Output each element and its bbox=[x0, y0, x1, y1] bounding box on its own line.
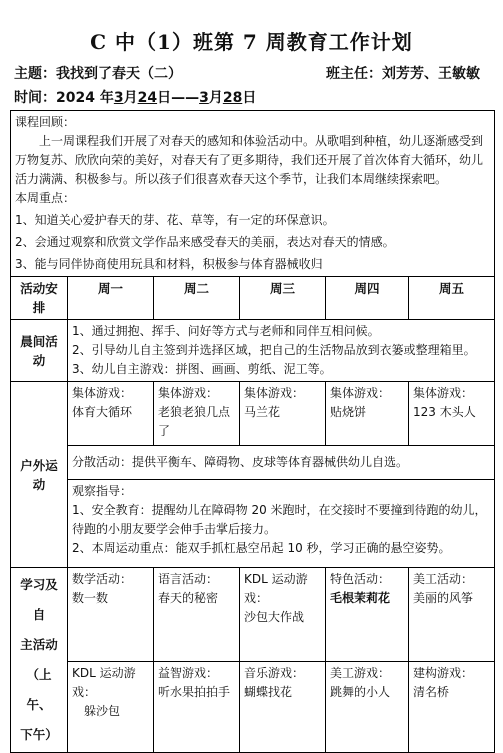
activity-name: 听水果拍拍手 bbox=[158, 684, 231, 699]
activity-label: 建构游戏： bbox=[413, 665, 474, 680]
focus-item: 2、会通过观察和欣赏文学作品来感受春天的美丽，表达对春天的情感。 bbox=[15, 235, 395, 249]
game-name: 贴烧饼 bbox=[330, 405, 367, 419]
time-month-char-2: 月 bbox=[208, 90, 223, 106]
study-row-1 bbox=[11, 568, 495, 662]
morning-item: 2、引导幼儿自主签到并选择区域，把自己的生活物品放到衣篓或整理箱里。 bbox=[72, 343, 476, 357]
morning-content bbox=[68, 320, 495, 382]
outdoor-game-wed bbox=[240, 382, 326, 446]
activity-label: 美工游戏： bbox=[330, 665, 391, 680]
focus-heading: 本周重点： bbox=[15, 191, 76, 205]
teacher-line bbox=[326, 63, 480, 83]
focus-item: 1、知道关心爱护春天的芽、花、草等，有一定的环保意识。 bbox=[15, 213, 335, 227]
outdoor-label: 户外运动 bbox=[11, 382, 68, 568]
activity-name: 春天的秘密 bbox=[158, 591, 219, 605]
morning-row bbox=[11, 320, 495, 382]
time-year: 2024 年 bbox=[56, 90, 114, 106]
header-tuesday: 周二 bbox=[154, 277, 240, 320]
outdoor-guidance bbox=[68, 480, 495, 568]
focus-item: 3、能与同伴协商使用玩具和材料，积极参与体育器械收归 bbox=[15, 257, 323, 271]
activity-label: 数学活动： bbox=[72, 572, 133, 586]
header-wednesday: 周三 bbox=[240, 277, 326, 320]
header-thursday: 周四 bbox=[326, 277, 409, 320]
study-thu-2 bbox=[326, 661, 409, 752]
time-start-day: 24 bbox=[137, 90, 158, 106]
page-title: C 中（1）班第 7 周教育工作计划 bbox=[90, 30, 413, 54]
activity-name: 沙包大作战 bbox=[244, 610, 305, 624]
study-mon-1 bbox=[68, 568, 154, 662]
activity-label: KDL 运动游戏： bbox=[72, 665, 136, 699]
study-tue-2 bbox=[154, 661, 240, 752]
game-label: 集体游戏： bbox=[330, 386, 391, 400]
game-name: 老狼老狼几点了 bbox=[158, 405, 231, 438]
theme-line bbox=[14, 63, 182, 83]
schedule-header-row bbox=[11, 277, 495, 320]
time-end-month: 3 bbox=[199, 90, 209, 106]
activity-name: 清名桥 bbox=[413, 684, 450, 699]
game-name: 体育大循环 bbox=[72, 405, 133, 419]
guidance-heading: 观察指导： bbox=[72, 484, 133, 498]
game-name: 123 木头人 bbox=[413, 405, 476, 419]
game-name: 马兰花 bbox=[244, 405, 281, 419]
teacher-label: 班主任： bbox=[326, 66, 382, 82]
study-label-line: 主活动 bbox=[20, 637, 58, 652]
study-fri-1 bbox=[409, 568, 495, 662]
study-label-line: 下午） bbox=[20, 727, 58, 742]
study-wed-1 bbox=[240, 568, 326, 662]
time-end-day: 28 bbox=[222, 90, 243, 106]
study-label-line: 学习及自 bbox=[20, 577, 58, 622]
review-row bbox=[11, 111, 495, 277]
outdoor-scatter: 分散活动：提供平衡车、障碍物、皮球等体育器械供幼儿自选。 bbox=[68, 446, 495, 480]
time-month-char: 月 bbox=[123, 90, 138, 106]
study-row-2 bbox=[11, 661, 495, 752]
time-label: 时间： bbox=[14, 90, 56, 106]
header-monday: 周一 bbox=[68, 277, 154, 320]
activity-name: 蝴蝶找花 bbox=[244, 684, 293, 699]
game-label: 集体游戏： bbox=[158, 386, 219, 400]
activity-label: KDL 运动游戏： bbox=[244, 572, 308, 605]
outdoor-game-mon bbox=[68, 382, 154, 446]
activity-label: 音乐游戏： bbox=[244, 665, 305, 680]
teacher-value: 刘芳芳、王敏敏 bbox=[382, 66, 480, 82]
game-label: 集体游戏： bbox=[413, 386, 474, 400]
activity-name: 毛根茉莉花 bbox=[330, 591, 391, 605]
guidance-item: 2、本周运动重点：能双手抓杠悬空吊起 10 秒，学习正确的悬空姿势。 bbox=[72, 541, 451, 555]
study-label bbox=[11, 568, 68, 753]
guidance-item: 1、安全教育：提醒幼儿在障碍物 20 米跑时，在交接时不要撞到待跑的幼儿，待跑的小朋友要学会伸手击掌后接力。 bbox=[72, 503, 487, 536]
plan-table bbox=[10, 110, 495, 753]
header-friday: 周五 bbox=[409, 277, 495, 320]
review-cell bbox=[11, 111, 495, 277]
time-start-month: 3 bbox=[113, 90, 124, 106]
morning-item: 3、幼儿自主游戏：拼图、画画、剪纸、泥工等。 bbox=[72, 362, 332, 376]
study-mon-2 bbox=[68, 661, 154, 752]
theme-value: 我找到了春天（二） bbox=[56, 66, 182, 82]
outdoor-games-row bbox=[11, 382, 495, 446]
review-heading: 课程回顾： bbox=[15, 115, 76, 129]
study-tue-1 bbox=[154, 568, 240, 662]
header-activity: 活动安排 bbox=[11, 277, 68, 320]
study-wed-2 bbox=[240, 661, 326, 752]
outdoor-game-fri bbox=[409, 382, 495, 446]
game-label: 集体游戏： bbox=[72, 386, 133, 400]
review-body: 上一周课程我们开展了对春天的感知和体验活动中。从歌唱到种植，幼儿逐渐感受到万物复苏、欣欣向荣的美好，对春天有了更多期待，我们还开展了首次体育大循环，幼儿活力满满、积极参与。所以孩子们很喜欢春天这个季节，让我们本周继续探索吧。 bbox=[15, 134, 484, 186]
activity-name: 美丽的风筝 bbox=[413, 591, 474, 605]
study-label-line: （上午、 bbox=[26, 667, 52, 712]
theme-label: 主题： bbox=[14, 66, 56, 82]
activity-label: 语言活动： bbox=[158, 572, 219, 586]
study-fri-2 bbox=[409, 661, 495, 752]
activity-label: 益智游戏： bbox=[158, 665, 219, 680]
time-line bbox=[14, 87, 256, 107]
activity-label: 美工活动： bbox=[413, 572, 474, 586]
morning-label: 晨间活动 bbox=[11, 320, 68, 382]
outdoor-game-thu bbox=[326, 382, 409, 446]
game-label: 集体游戏： bbox=[244, 386, 305, 400]
time-day-char: 日 bbox=[242, 90, 257, 106]
activity-name: 躲沙包 bbox=[84, 703, 121, 718]
time-dash: 日—— bbox=[157, 90, 200, 106]
morning-item: 1、通过拥抱、挥手、问好等方式与老师和同伴互相问候。 bbox=[72, 324, 380, 338]
study-thu-1 bbox=[326, 568, 409, 662]
activity-name: 跳舞的小人 bbox=[330, 684, 391, 699]
activity-name: 数一数 bbox=[72, 591, 109, 605]
outdoor-game-tue bbox=[154, 382, 240, 446]
outdoor-guidance-row bbox=[11, 480, 495, 568]
outdoor-scatter-row bbox=[11, 446, 495, 480]
activity-label: 特色活动： bbox=[330, 572, 391, 586]
